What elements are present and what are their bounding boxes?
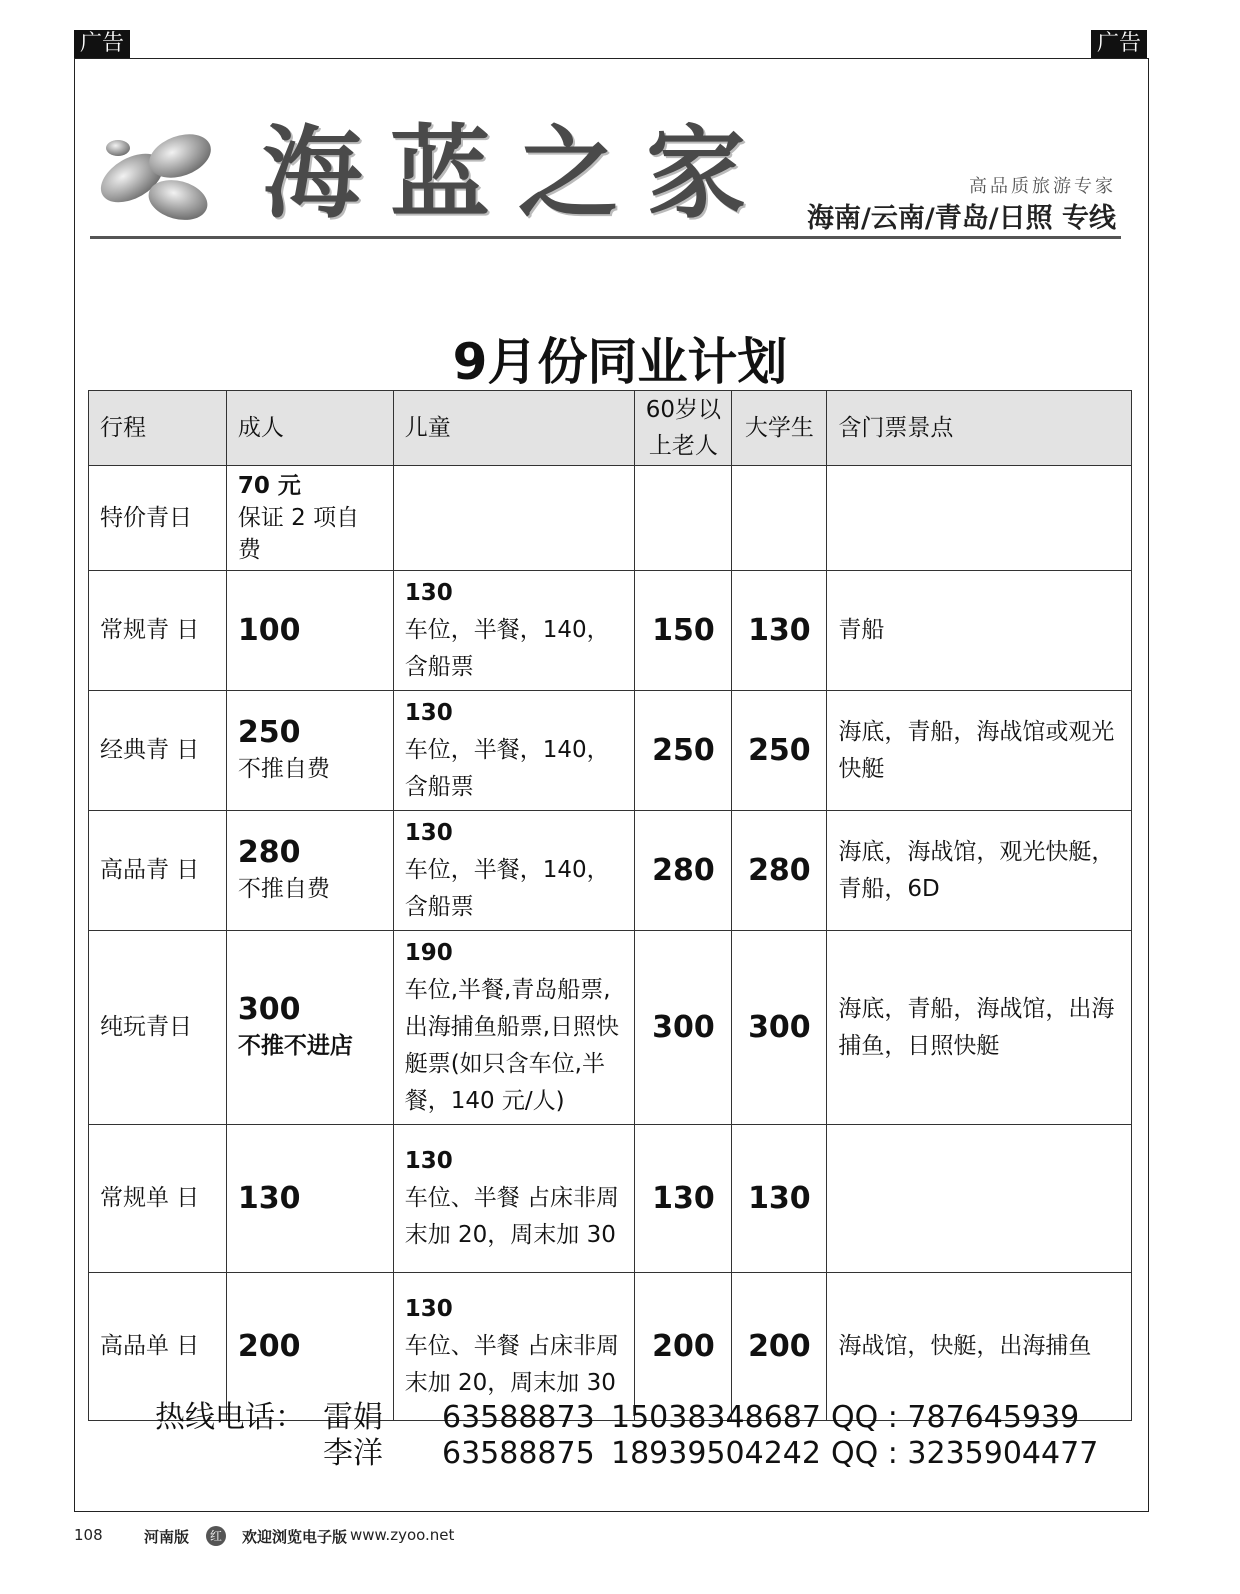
adult-cell [226,811,393,931]
senior-price: 250 [635,691,732,811]
brand-logo-icon [92,118,222,228]
sights-cell: 海底，青船，海战馆或观光快艇 [827,691,1132,811]
sights-cell: 海战馆，快艇，出海捕鱼 [827,1273,1132,1421]
adult-cell [226,691,393,811]
child-note: 车位、半餐 占床非周末加 20，周末加 30 [404,1185,619,1248]
table-header-row [89,391,1132,466]
sights-cell [827,466,1132,571]
child-cell [393,466,635,571]
student-price: 300 [732,931,827,1125]
child-price: 130 [404,700,453,726]
route-cell: 特价青日 [89,466,227,571]
student-cell [732,466,827,571]
route-cell: 高品单 日 [89,1273,227,1421]
col-header-child: 儿童 [393,391,635,466]
student-price: 280 [732,811,827,931]
contact-qq: QQ : 787645939 [831,1400,1080,1435]
adult-price: 130 [226,1125,393,1273]
adult-price: 200 [226,1273,393,1421]
contact-phone: 63588875 [442,1436,595,1471]
page-number: 108 [74,1526,103,1544]
adult-note: 不推不进店 [237,1032,353,1059]
sights-cell: 青船 [827,571,1132,691]
child-cell [393,1273,635,1421]
adult-note: 保证 2 项自费 [237,505,360,563]
child-cell [393,1125,635,1273]
ad-tag-right: 广告 [1091,30,1147,58]
price-table [88,390,1132,1421]
adult-price: 300 [237,991,301,1027]
route-cell: 常规青 日 [89,571,227,691]
table-row [89,466,1132,571]
footer-url[interactable]: www.zyoo.net [350,1526,455,1544]
sights-cell: 海底，青船，海战馆，出海捕鱼，日照快艇 [827,931,1132,1125]
edition-badge-icon: 红 [206,1526,226,1546]
adult-price: 100 [226,571,393,691]
contact-name: 李洋 [323,1436,383,1471]
contact-mobile: 15038348687 [611,1400,821,1435]
child-price: 190 [404,940,453,966]
child-note: 车位，半餐，140，含船票 [404,857,610,920]
child-note: 车位,半餐,青岛船票,出海捕鱼船票,日照快艇票(如只含车位,半餐，140 元/人) [404,977,619,1114]
senior-cell [635,466,732,571]
adult-price: 250 [237,714,301,750]
table-row [89,1125,1132,1273]
senior-price: 200 [635,1273,732,1421]
senior-price: 150 [635,571,732,691]
child-price: 130 [404,1296,453,1322]
col-header-sights: 含门票景点 [827,391,1132,466]
adult-price: 280 [237,834,301,870]
table-row [89,811,1132,931]
route-cell: 经典青 日 [89,691,227,811]
child-cell [393,811,635,931]
header-divider [90,236,1121,239]
sights-cell [827,1125,1132,1273]
brand-name: 海蓝之家 [262,114,774,232]
route-cell: 常规单 日 [89,1125,227,1273]
child-note: 车位、半餐 占床非周末加 20，周末加 30 [404,1333,619,1396]
child-price: 130 [404,580,453,606]
page-footer [74,1526,674,1550]
senior-price: 130 [635,1125,732,1273]
col-header-adult: 成人 [226,391,393,466]
col-header-student: 大学生 [732,391,827,466]
adult-note: 不推自费 [237,755,330,782]
child-cell [393,931,635,1125]
child-cell [393,571,635,691]
table-row [89,571,1132,691]
contact-mobile: 18939504242 [611,1436,821,1471]
ad-tag-left: 广告 [74,30,130,58]
adult-note: 不推自费 [237,875,330,902]
senior-price: 300 [635,931,732,1125]
col-header-route: 行程 [89,391,227,466]
table-row [89,931,1132,1125]
contact-qq: QQ : 3235904477 [831,1436,1099,1471]
brand-slogan: 高品质旅游专家 [969,176,1116,197]
contact-name: 雷娟 [323,1400,383,1435]
child-note: 车位，半餐，140，含船票 [404,737,610,800]
table-row [89,691,1132,811]
adult-cell [226,931,393,1125]
col-header-senior: 60岁以上老人 [635,391,732,466]
child-note: 车位，半餐，140，含船票 [404,617,610,680]
hotline-label: 热线电话： [155,1400,305,1435]
contact-phone: 63588873 [442,1400,595,1435]
table-row [89,1273,1132,1421]
child-cell [393,691,635,811]
child-price: 130 [404,1148,453,1174]
student-price: 130 [732,571,827,691]
edition-label: 河南版 [144,1528,190,1546]
child-price: 130 [404,820,453,846]
sights-cell: 海底，海战馆，观光快艇，青船，6D [827,811,1132,931]
adult-cell [226,466,393,571]
senior-price: 280 [635,811,732,931]
page-title: 9月份同业计划 [452,333,788,391]
student-price: 130 [732,1125,827,1273]
brand-routes: 海南/云南/青岛/日照 专线 [807,203,1116,234]
student-price: 250 [732,691,827,811]
student-price: 200 [732,1273,827,1421]
footer-text: 欢迎浏览电子版 [242,1528,348,1546]
adult-price: 70 元 [237,473,301,499]
route-cell: 高品青 日 [89,811,227,931]
route-cell: 纯玩青日 [89,931,227,1125]
